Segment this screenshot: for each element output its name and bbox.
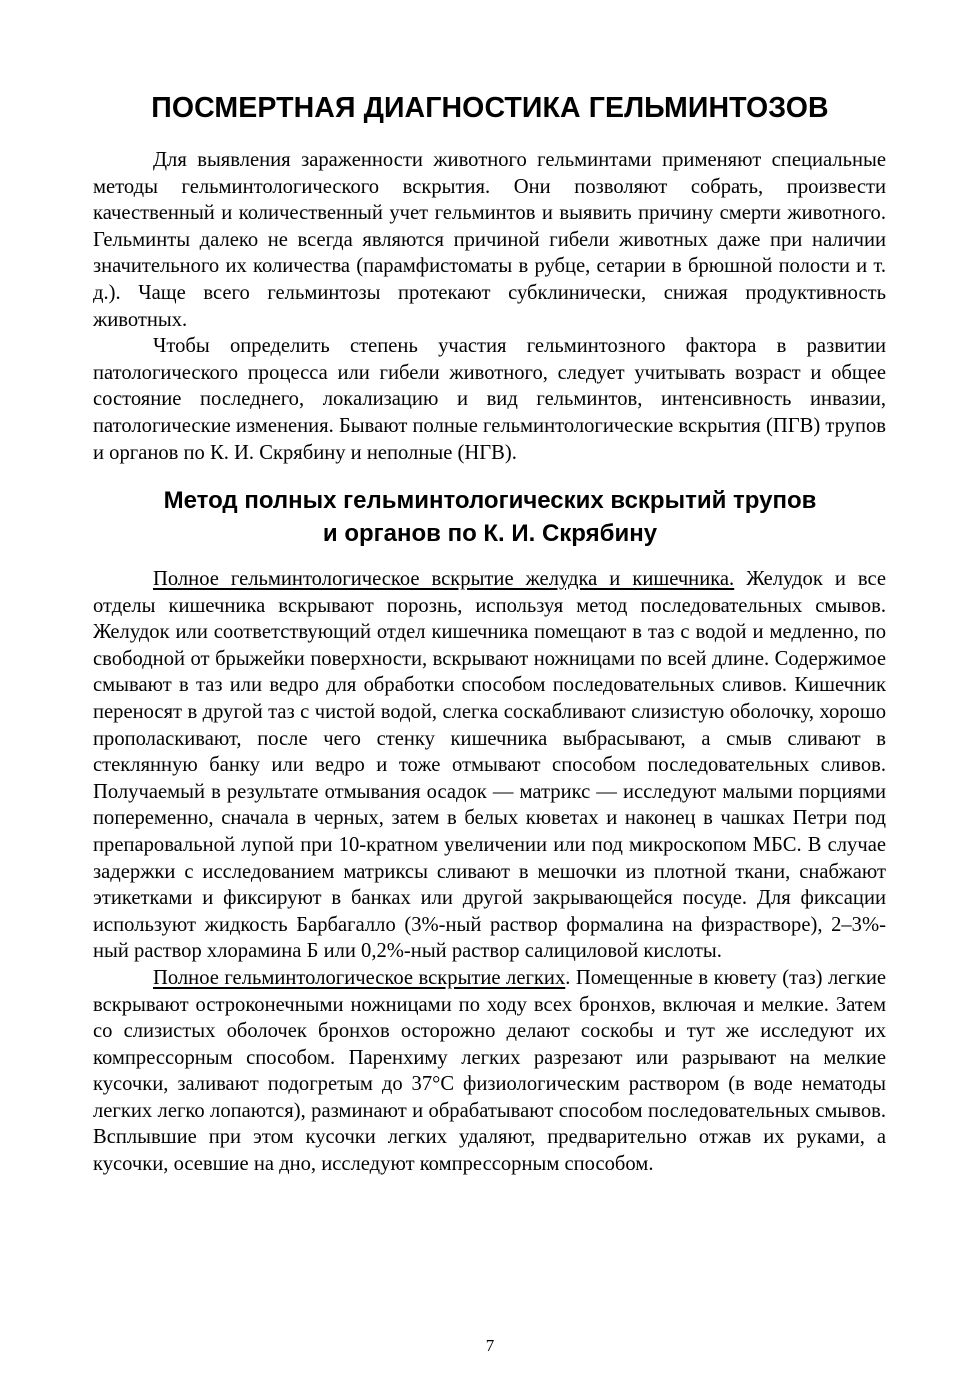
intro-paragraph-2: Чтобы определить степень участия гельминтозного фактора в развитии патологического процесса или гибели животного, следует учитывать возраст и общее состояние последнего, локализацию и вид гельминтов, интенсивность инвазии, патологические изменения. Бывают полные гельминтологические вскрытия (ПГВ) трупов и органов по К. И. Скрябину и неполные (НГВ).	[93, 335, 886, 464]
stomach-intestine-heading: Полное гельминтологическое вскрытие желудка и кишечника.	[153, 568, 735, 590]
section-title-line-2: и органов по К. И. Скрябину	[322, 520, 658, 547]
stomach-intestine-paragraph	[93, 566, 886, 965]
page-title: ПОСМЕРТНАЯ ДИАГНОСТИКА ГЕЛЬМИНТОЗОВ	[151, 92, 829, 124]
lungs-body: . Помещенные в кювету (таз) легкие вскрывают остроконечными ножницами по ходу всех бронхов, включая и мелкие. Затем со слизистых оболочек бронхов осторожно делают соскобы и тут же исследуют их компрессорным способом. Паренхиму легких разрезают или разрывают на мелкие кусочки, заливают подогретым до 37°С физиологическим раствором (в воде нематоды легких легко лопаются), разминают и обрабатывают способом последовательных смывов. Всплывшие при этом кусочки легких удаляют, предварительно отжав их руками, а кусочки, осевшие на дно, исследуют компрессорным способом.	[93, 966, 886, 1176]
lungs-heading: Полное гельминтологическое вскрытие легких	[153, 966, 566, 989]
section-text	[93, 566, 886, 1178]
intro-paragraph-1: Для выявления зараженности животного гельминтами применяют специальные методы гельминтологического вскрытия. Они позволяют собрать, произвести качественный и количественный учет гельминтов и выявить причину смерти животного. Гельминты далеко не всегда являются причиной гибели животных даже при наличии значительного их количества (парамфистоматы в рубце, сетарии в брюшной полости и т. д.). Чаще всего гельминтозы протекают субклинически, снижая продуктивность животных.	[93, 149, 886, 331]
page-number: 7	[485, 1336, 495, 1355]
stomach-intestine-body: Желудок и все отделы кишечника вскрывают порознь, используя метод последовательных смывов. Желудок или соответствующий отдел кишечника помещают в таз с водой и медленно, по свободной от брыжейки поверхности, вскрывают ножницами по всей длине. Содержимое смывают в таз или ведро для обработки способом последовательных сливов. Кишечник переносят в другой таз с чистой водой, слегка соскабливают слизистую оболочку, хорошо прополаскивают, после чего стенку кишечника выбрасывают, а смыв сливают в стеклянную банку или ведро и тоже отмывают способом последовательных сливов. Получаемый в результате отмывания осадок — матрикс — исследуют малыми порциями попеременно, сначала в черных, затем в белых кюветах и наконец в чашках Петри под препаровальной лупой при 10-кратном увеличении или под микроскопом МБС. В случае задержки с исследованием матриксы сливают в мешочки из плотной ткани, снабжают этикетками и фиксируют в банках или другой закрывающейся посуде. Для фиксации используют жидкость Барбагалло (3%-ный раствор формалина на физрастворе), 2–3%-ный раствор хлорамина Б или 0,2%-ный раствор салициловой кислоты.	[93, 568, 886, 963]
section-title-line-1: Метод полных гельминтологических вскрытий трупов	[163, 487, 817, 514]
intro-text	[93, 147, 886, 466]
lungs-paragraph	[93, 965, 886, 1178]
section-title	[100, 484, 880, 550]
